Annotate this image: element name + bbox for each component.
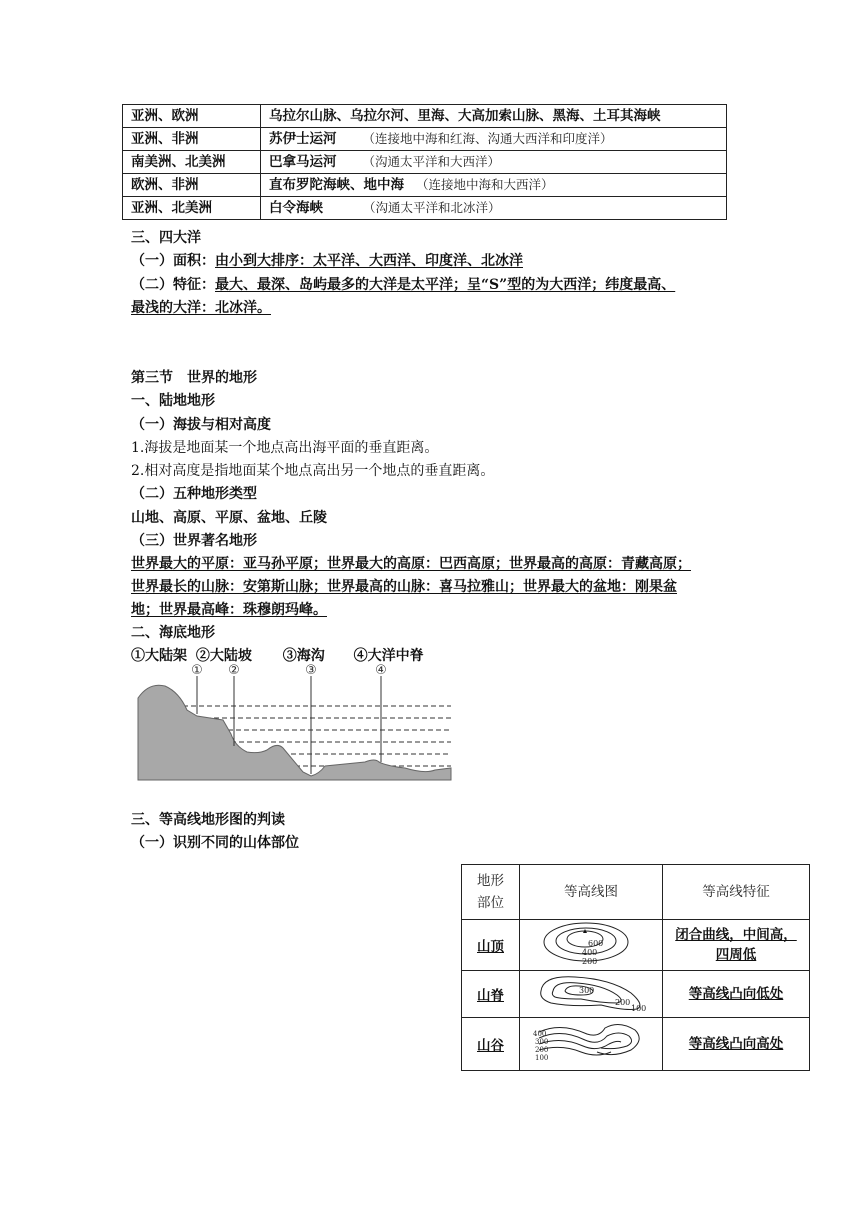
contour-feature-cell: 等高线凸向低处 bbox=[663, 971, 810, 1018]
contour-label: 400 bbox=[533, 1030, 547, 1038]
header-contour-feature: 等高线特征 bbox=[663, 865, 810, 920]
boundary-text: 苏伊士运河 bbox=[269, 131, 337, 147]
contour-graph-cell bbox=[520, 971, 663, 1018]
table-row bbox=[123, 128, 727, 151]
continents-cell: 南美洲、北美洲 bbox=[123, 151, 261, 174]
boundary-cell bbox=[261, 197, 727, 220]
oceans-feature-line bbox=[131, 275, 675, 295]
famous-line-3: 地；世界最高峰：珠穆朗玛峰。 bbox=[131, 602, 327, 618]
contour-heading: 三、等高线地形图的判读 bbox=[131, 812, 285, 828]
altitude-heading: （一）海拔与相对高度 bbox=[131, 417, 271, 433]
continent-boundary-table bbox=[122, 104, 727, 220]
boundary-cell bbox=[261, 151, 727, 174]
altitude-definition: 1.海拔是地面某一个地点高出海平面的垂直距离。 bbox=[131, 440, 439, 456]
table-row bbox=[462, 971, 810, 1018]
boundary-note: （沟通太平洋和北冰洋） bbox=[363, 200, 501, 215]
landform-ridge: 山脊 bbox=[477, 988, 504, 1004]
boundary-cell bbox=[261, 174, 727, 197]
legend-continental-slope: ②大陆坡 bbox=[195, 648, 252, 664]
landform-summit: 山顶 bbox=[477, 939, 504, 955]
header-contour-map: 等高线图 bbox=[520, 865, 663, 920]
feature-text: 闭合曲线，中间高， bbox=[675, 927, 797, 943]
contour-label: 100 bbox=[631, 1004, 647, 1013]
contour-label: 300 bbox=[579, 986, 595, 995]
boundary-note: （连接地中海和大西洋） bbox=[416, 177, 554, 192]
table-row bbox=[123, 105, 727, 128]
seabed-terrain bbox=[138, 685, 451, 780]
marker-2: ② bbox=[228, 663, 240, 678]
boundary-text: 乌拉尔山脉、乌拉尔河、里海、大高加索山脉、黑海、土耳其海峡 bbox=[269, 108, 661, 124]
boundary-text: 巴拿马运河 bbox=[269, 154, 337, 170]
header-landform-line2: 部位 bbox=[477, 895, 504, 911]
types-heading: （二）五种地形类型 bbox=[131, 486, 257, 502]
oceans-area-text: 由小到大排序：太平洋、大西洋、印度洋、北冰洋 bbox=[215, 253, 523, 269]
contour-label: 400 bbox=[582, 948, 598, 957]
land-heading: 一、陆地地形 bbox=[131, 393, 215, 409]
header-landform-line1: 地形 bbox=[477, 873, 504, 889]
boundary-text: 白令海峡 bbox=[269, 200, 323, 216]
landform-contour-table bbox=[461, 864, 810, 1071]
oceans-feature-label: （二）特征： bbox=[131, 277, 215, 293]
contour-label: 100 bbox=[535, 1054, 549, 1062]
continents-cell: 亚洲、北美洲 bbox=[123, 197, 261, 220]
row-name-cell bbox=[462, 920, 520, 971]
landform-valley: 山谷 bbox=[477, 1038, 504, 1054]
famous-heading: （三）世界著名地形 bbox=[131, 533, 257, 549]
row-name-cell bbox=[462, 1018, 520, 1071]
oceans-area-line bbox=[131, 251, 523, 271]
relative-height-definition: 2.相对高度是指地面某个地点高出另一个地点的垂直距离。 bbox=[131, 463, 495, 479]
contour-label: 300 bbox=[535, 1038, 549, 1046]
valley-contour-graph bbox=[531, 1018, 651, 1066]
contour-label: 200 bbox=[615, 998, 631, 1007]
marker-4: ④ bbox=[375, 663, 387, 678]
continents-cell: 欧洲、非洲 bbox=[123, 174, 261, 197]
marker-1: ① bbox=[191, 663, 203, 678]
oceans-area-label: （一）面积： bbox=[131, 253, 215, 269]
table-row bbox=[462, 1018, 810, 1071]
section-title: 第三节 世界的地形 bbox=[131, 370, 257, 386]
seabed-profile-diagram bbox=[135, 662, 455, 784]
table-header-row bbox=[462, 865, 810, 920]
legend-mid-ocean-ridge: ④大洋中脊 bbox=[353, 648, 424, 664]
contour-label: 200 bbox=[535, 1046, 549, 1054]
feature-text: 四周低 bbox=[715, 947, 757, 963]
boundary-cell bbox=[261, 128, 727, 151]
continents-cell: 亚洲、欧洲 bbox=[123, 105, 261, 128]
oceans-feature-text-cont: 最浅的大洋：北冰洋。 bbox=[131, 300, 271, 316]
boundary-note: （沟通太平洋和大西洋） bbox=[362, 154, 501, 169]
contour-feature-cell bbox=[663, 920, 810, 971]
boundary-note: （连接地中海和红海、沟通大西洋和印度洋） bbox=[362, 131, 613, 146]
famous-line-1: 世界最大的平原：亚马孙平原；世界最大的高原：巴西高原；世界最高的高原：青藏高原； bbox=[131, 556, 691, 572]
contour-graph-cell bbox=[520, 920, 663, 971]
table-row bbox=[462, 920, 810, 971]
contour-label: 600 bbox=[588, 939, 604, 948]
oceans-feature-text: 最大、最深、岛屿最多的大洋是太平洋；呈“S”型的为大西洋；纬度最高、 bbox=[215, 277, 676, 293]
header-landform bbox=[462, 865, 520, 920]
ridge-contour-graph bbox=[531, 971, 651, 1013]
contour-feature-cell: 等高线凸向高处 bbox=[663, 1018, 810, 1071]
contour-graph-cell bbox=[520, 1018, 663, 1071]
marker-3: ③ bbox=[305, 663, 317, 678]
famous-line-2: 世界最长的山脉：安第斯山脉；世界最高的山脉：喜马拉雅山；世界最大的盆地：刚果盆 bbox=[131, 579, 677, 595]
contour-subheading: （一）识别不同的山体部位 bbox=[131, 835, 299, 851]
seabed-heading: 二、海底地形 bbox=[131, 625, 215, 641]
summit-contour-graph bbox=[536, 920, 646, 966]
table-row bbox=[123, 151, 727, 174]
legend-continental-shelf: ①大陆架 bbox=[131, 648, 187, 664]
row-name-cell bbox=[462, 971, 520, 1018]
legend-trench: ③海沟 bbox=[282, 648, 325, 664]
oceans-heading: 三、四大洋 bbox=[131, 230, 201, 246]
contour-label: 200 bbox=[582, 957, 598, 966]
continents-cell: 亚洲、非洲 bbox=[123, 128, 261, 151]
table-row bbox=[123, 174, 727, 197]
boundary-cell bbox=[261, 105, 727, 128]
table-row bbox=[123, 197, 727, 220]
types-text: 山地、高原、平原、盆地、丘陵 bbox=[131, 510, 327, 526]
boundary-text: 直布罗陀海峡、地中海 bbox=[269, 177, 404, 193]
